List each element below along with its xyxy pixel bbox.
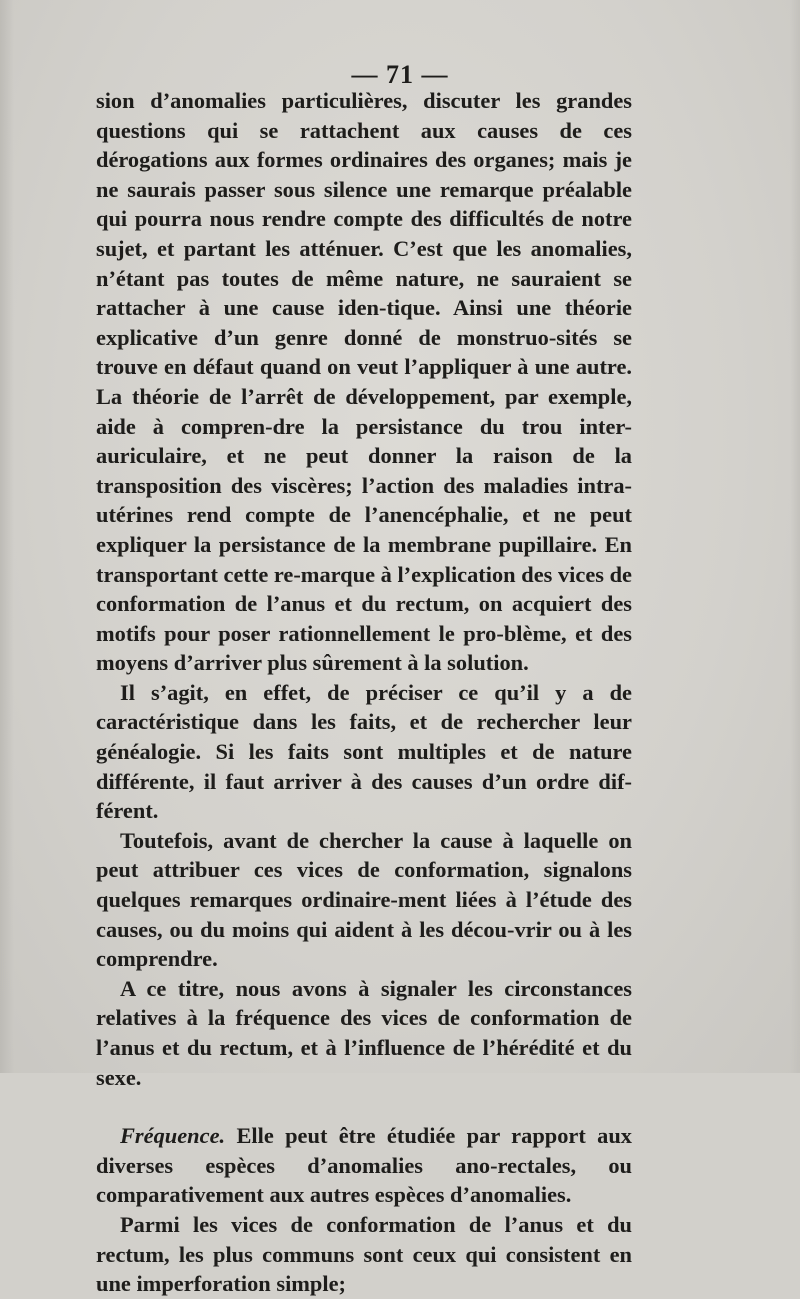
body-text [96,86,632,1299]
paragraph-3: Toutefois, avant de chercher la cause à laquelle on peut attribuer ces vices de conformation, signalons quelques remarques ordinaire-ment liées à l’étude des causes, ou du moins qui aident à les décou-vrir ou à les comprendre. [96,827,632,972]
page-number: — 71 — [351,60,449,89]
paragraph-2: Il s’agit, en effet, de préciser ce qu’il y a de caractéristique dans les faits, et de rechercher leur généalogie. Si les faits sont multiples et de nature différente, il faut arriver à des causes d’un ordre dif-férent. [96,679,632,824]
paragraph-5 [96,1121,632,1210]
paragraph-5-text: Elle peut être étudiée par rapport aux diverses espèces d’anomalies ano-rectales, ou comparativement aux autres espèces d’anomalies. [96,1123,632,1208]
paragraph-4: A ce titre, nous avons à signaler les circonstances relatives à la fréquence des vices de conformation de l’anus et du rectum, et à l’influence de l’hérédité et du sexe. [96,975,632,1090]
paragraph-1: sion d’anomalies particulières, discuter les grandes questions qui se rattachent aux causes de ces dérogations aux formes ordinaires des organes; mais je ne saurais passer sous silence une remarque préalable qui pourra nous rendre compte des difficultés de notre sujet, et partant les atténuer. C’est que les anomalies, n’étant pas toutes de même nature, ne sauraient se rattacher à une cause iden-tique. Ainsi une théorie explicative d’un genre donné de monstruo-sités se trouve en défaut quand on veut l’appliquer à une autre. La théorie de l’arrêt de développement, par exemple, aide à compren-dre la persistance du trou inter-auriculaire, et ne peut donner la raison de la transposition des viscères; l’action des maladies intra-utérines rend compte de l’anencéphalie, et ne peut expliquer la persistance de la membrane pupillaire. En transportant cette re-marque à l’explication des vices de conformation de l’anus et du rectum, on acquiert des motifs pour poser rationnellement le pro-blème, et des moyens d’arriver plus sûrement à la solution. [96,88,632,676]
page-edge-right [790,0,800,1073]
page-edge-left [0,0,14,1073]
section-term: Fréquence. [120,1123,226,1149]
paragraph-6: Parmi les vices de conformation de l’anus et du rectum, les plus communs sont ceux qui consistent en une imperforation simple; [96,1211,632,1297]
